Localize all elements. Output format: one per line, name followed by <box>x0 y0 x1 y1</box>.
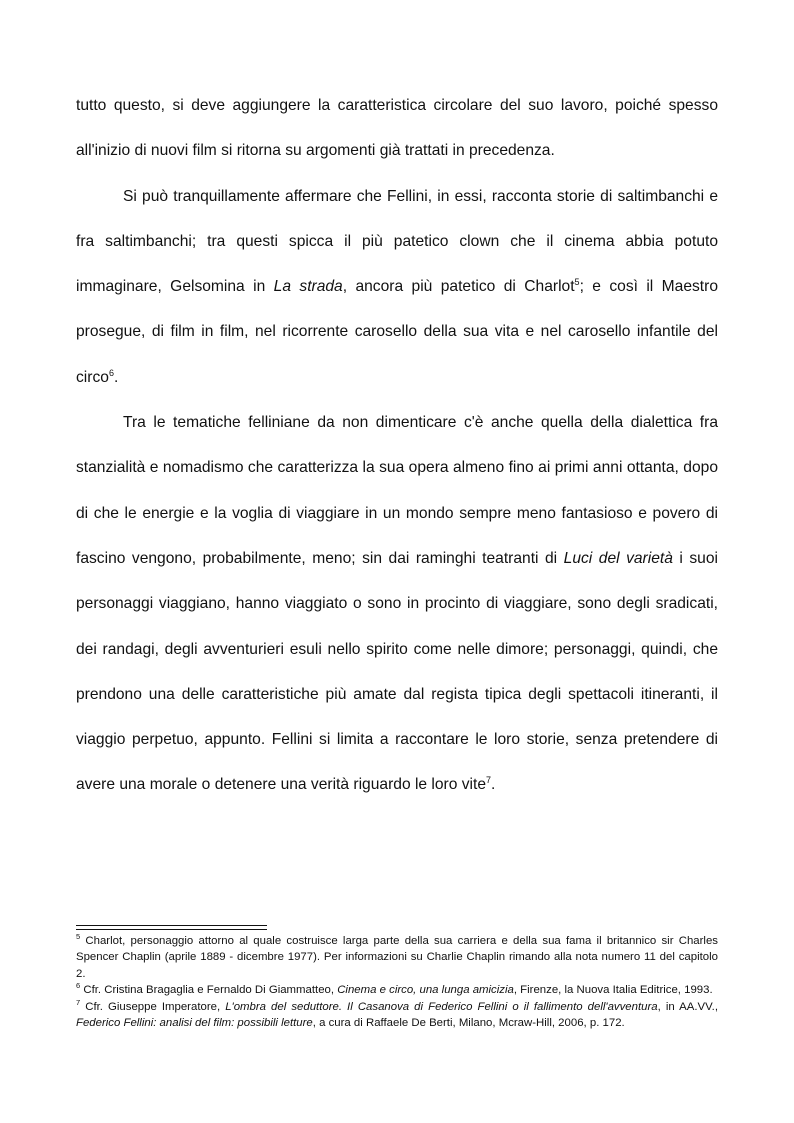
footnote-ref-6[interactable]: 6 <box>108 367 114 378</box>
film-title-luci-del-varieta: Luci del varietà <box>563 549 673 567</box>
paragraph-2 <box>76 174 718 400</box>
footnote-text-b: , in AA.VV., <box>657 1000 718 1013</box>
footnote-number: 5 <box>76 932 81 942</box>
paragraph-2-text-b: , ancora più patetico di Charlot <box>342 278 575 296</box>
footnote-separator-bottom <box>76 929 267 930</box>
footnote-separator-top <box>76 925 267 926</box>
footnote-ref-5[interactable]: 5 <box>574 277 580 287</box>
footnote-text-a: Cfr. Cristina Bragaglia e Fernaldo Di Giammatteo, <box>80 984 338 997</box>
footnote-text-b: , Firenze, la Nuova Italia Editrice, 1993. <box>513 984 713 997</box>
footnote-6 <box>76 982 718 998</box>
paragraph-2-text-d: . <box>113 368 119 386</box>
footnote-text-c: , a cura di Raffaele De Berti, Milano, Mcraw-Hill, 2006, p. 172. <box>312 1017 625 1030</box>
paragraph-1 <box>76 83 718 174</box>
footnote-ref-7[interactable]: 7 <box>486 775 492 786</box>
paragraph-2-text-c: ; e così il Maestro prosegue, di film in film, nel ricorrente carosello della sua vita e nel carosello infantile del circo <box>76 278 718 386</box>
paragraph-2-text-a: Si può tranquillamente affermare che Fellini, in essi, racconta storie di saltimbanchi e fra saltimbanchi; tra questi spicca il più patetico clown che il cinema abbia potuto immaginare, Gelsomina in <box>76 187 718 296</box>
paragraph-1-text: tutto questo, si deve aggiungere la caratteristica circolare del suo lavoro, poiché spesso all'inizio di nuovi film si ritorna su argomenti già trattati in precedenza. <box>76 97 718 160</box>
book-title: Cinema e circo, una lunga amicizia <box>337 984 514 997</box>
footnote-text: Charlot, personaggio attorno al quale costruisce larga parte della sua carriera e della sua fama il britannico sir Charles Spencer Chaplin (aprile 1889 - dicembre 1977). Per informazioni su Charlie Chaplin rimando alla nota numero 11 del capitolo 2. <box>76 935 718 980</box>
paragraph-3-text-a: Tra le tematiche felliniane da non dimenticare c'è anche quella della dialettica fra stanzialità e nomadismo che caratterizza la sua opera almeno fino ai primi anni ottanta, dopo di che le energie e la voglia di viaggiare in un mondo sempre meno fantasioso e povero di fascino vengono, probabilmente, meno; sin dai raminghi teatranti di <box>76 414 718 567</box>
body-text <box>76 83 718 808</box>
book-title: Federico Fellini: analisi del film: possibili letture <box>76 1017 313 1030</box>
footnote-7 <box>76 999 718 1032</box>
footnotes <box>76 933 718 1031</box>
footnote-text-a: Cfr. Giuseppe Imperatore, <box>80 1000 226 1013</box>
film-title-la-strada: La strada <box>273 278 343 296</box>
footnote-number: 7 <box>76 997 81 1007</box>
paragraph-3-text-b: i suoi personaggi viaggiano, hanno viaggiato o sono in procinto di viaggiare, sono degli sradicati, dei randagi, degli avventurieri esuli nello spirito come nelle dimore; personaggi, quindi, che prendono una delle caratteristiche più amate dal regista tipica degli spettacoli itineranti, il viaggio perpetuo, appunto. Fellini si limita a raccontare le loro storie, senza pretendere di avere una morale o detenere una verità riguardo le loro vite <box>76 549 718 794</box>
essay-title: L'ombra del seduttore. Il Casanova di Federico Fellini o il fallimento dell'avventura <box>225 1000 658 1013</box>
footnote-number: 6 <box>76 981 81 991</box>
footnote-5 <box>76 933 718 982</box>
paragraph-3-text-c: . <box>491 776 496 794</box>
paragraph-3 <box>76 400 718 808</box>
